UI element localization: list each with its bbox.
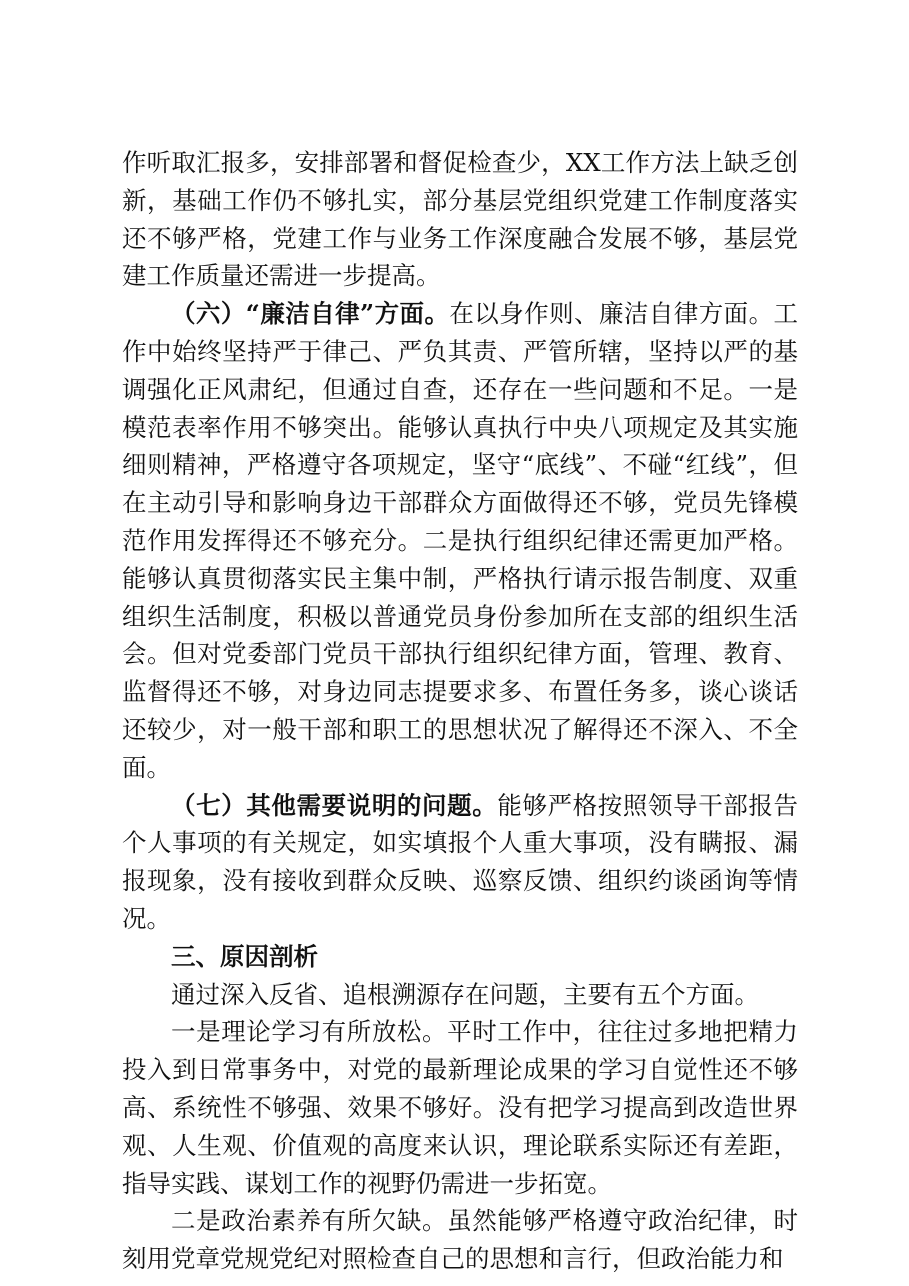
other-issues-body: 能够严格按照领导干部报告个人事项的有关规定，如实填报个人重大事项，没有瞒报、漏报现象，没有接收到群众反映、巡察反馈、组织约谈函询等情况。 (122, 790, 799, 933)
paragraph-integrity (122, 295, 798, 786)
paragraph-intro: 通过深入反省、追根溯源存在问题，主要有五个方面。 (171, 979, 759, 1009)
paragraph-political-literacy: 二是政治素养有所欠缺。虽然能够严格遵守政治纪律，时刻用党章党规党纪对照检查自己的思想和言行，但政治能力和 (122, 1206, 798, 1274)
integrity-body: 在以身作则、廉洁自律方面。工作中始终坚持严于律己、严负其责、严管所辖，坚持以严的基调强化正风肃纪，但通过自查，还存在一些问题和不足。一是模范表率作用不够突出。能够认真执行中央八项规定及其实施细则精神，严格遵守各项规定，坚守“底线”、不碰“红线”，但在主动引导和影响身边干部群众方面做得还不够，党员先锋模范作用发挥得还不够充分。二是执行组织纪律还需更加严格。能够认真贯彻落实民主集中制，严格执行请示报告制度、双重组织生活制度，积极以普通党员身份参加所在支部的组织生活会。但对党委部门党员干部执行组织纪律方面，管理、教育、监督得还不够，对身边同志提要求多、布置任务多，谈心谈话还较少，对一般干部和职工的思想状况了解得还不深入、不全面。 (122, 299, 798, 782)
paragraph-continuation: 作听取汇报多，安排部署和督促检查少，XX工作方法上缺乏创新，基础工作仍不够扎实，部分基层党组织党建工作制度落实还不够严格，党建工作与业务工作深度融合发展不够，基层党建工作质量还需进一步提高。 (122, 148, 798, 291)
section-heading-cause-analysis: 三、原因剖析 (171, 941, 318, 971)
other-issues-subheading: （七）其他需要说明的问题。 (171, 790, 498, 820)
integrity-subheading: （六）“廉洁自律”方面。 (171, 299, 450, 329)
paragraph-other-issues (122, 787, 798, 938)
document-page (122, 144, 798, 1278)
paragraph-theory-study: 一是理论学习有所放松。平时工作中，往往过多地把精力投入到日常事务中，对党的最新理论成果的学习自觉性还不够高、系统性不够强、效果不够好。没有把学习提高到改造世界观、人生观、价值观的高度来认识，理论联系实际还有差距，指导实践、谋划工作的视野仍需进一步拓宽。 (122, 1017, 798, 1198)
